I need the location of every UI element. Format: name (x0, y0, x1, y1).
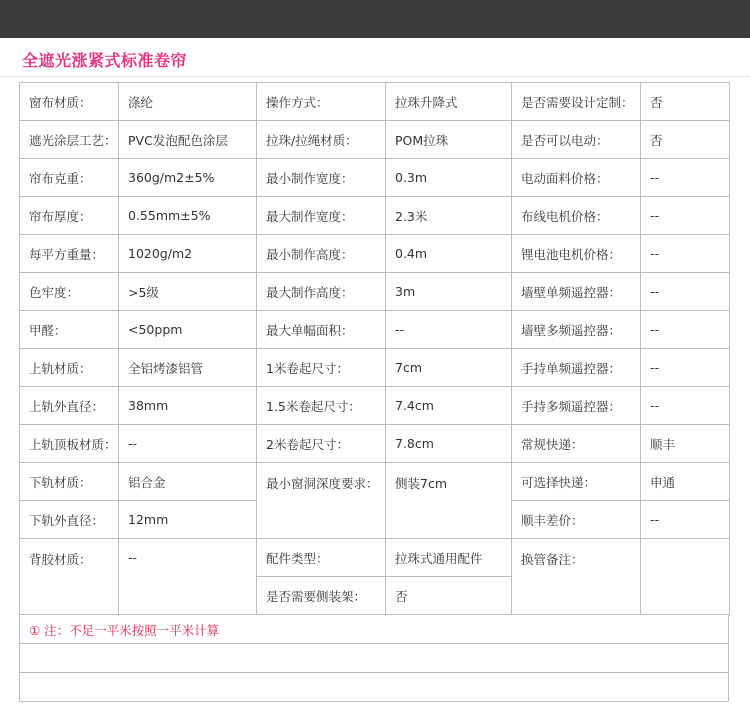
table-cell-label: 最大制作高度： (257, 273, 386, 311)
table-cell-value: POM拉珠 (386, 121, 512, 159)
table-cell-value: 7cm (386, 349, 512, 387)
table-cell-label: 可选择快递： (512, 463, 641, 501)
table-cell-value: 拉珠升降式 (386, 83, 512, 121)
table-cell-label: 1.5米卷起尺寸： (257, 387, 386, 425)
table-cell-label: 甲醛： (20, 311, 119, 349)
table-cell-label: 上轨顶板材质： (20, 425, 119, 463)
table-cell-value: -- (119, 539, 257, 615)
table-cell-label: 手持多频遥控器： (512, 387, 641, 425)
table-row (20, 197, 730, 235)
table-cell-value: 涤纶 (119, 83, 257, 121)
table-cell-value: 360g/m2±5% (119, 159, 257, 197)
table-cell-value: 0.3m (386, 159, 512, 197)
table-cell-label: 最小窗洞深度要求： (257, 463, 386, 539)
table-row (20, 463, 730, 501)
note-text: ① 注：不足一平米按照一平米计算 (29, 622, 220, 638)
table-cell-value: 拉珠式通用配件 (386, 539, 512, 577)
table-cell-value (641, 539, 730, 615)
table-row (20, 311, 730, 349)
table-cell-value: 0.55mm±5% (119, 197, 257, 235)
top-dark-bar (0, 0, 750, 38)
table-cell-label: 是否需要侧装架： (257, 577, 386, 615)
table-cell-label: 色牢度： (20, 273, 119, 311)
table-cell-value: 顺丰 (641, 425, 730, 463)
table-cell-label: 换管备注： (512, 539, 641, 615)
table-cell-label: 墙壁单频遥控器： (512, 273, 641, 311)
table-cell-label: 背胶材质： (20, 539, 119, 615)
table-row (20, 83, 730, 121)
table-cell-value: -- (641, 235, 730, 273)
table-cell-value: 申通 (641, 463, 730, 501)
table-cell-label: 下轨材质： (20, 463, 119, 501)
table-cell-label: 配件类型： (257, 539, 386, 577)
table-cell-value: 侧装7cm (386, 463, 512, 539)
table-cell-value: 否 (641, 83, 730, 121)
table-cell-value: 1020g/m2 (119, 235, 257, 273)
table-row (20, 273, 730, 311)
table-cell-value: -- (641, 501, 730, 539)
table-cell-label: 操作方式： (257, 83, 386, 121)
table-cell-value: >5级 (119, 273, 257, 311)
table-cell-label: 帘布厚度： (20, 197, 119, 235)
table-cell-label: 最大制作宽度： (257, 197, 386, 235)
table-cell-label: 常规快递： (512, 425, 641, 463)
table-row (20, 425, 730, 463)
table-cell-label: 2米卷起尺寸： (257, 425, 386, 463)
table-cell-value: 0.4m (386, 235, 512, 273)
table-cell-label: 窗布材质： (20, 83, 119, 121)
table-cell-label: 最小制作宽度： (257, 159, 386, 197)
table-cell-label: 墙壁多频遥控器： (512, 311, 641, 349)
table-cell-value: -- (641, 273, 730, 311)
table-cell-label: 布线电机价格： (512, 197, 641, 235)
title-divider (0, 76, 750, 77)
table-cell-label: 是否可以电动： (512, 121, 641, 159)
note-row (20, 673, 729, 702)
table-cell-label: 下轨外直径： (20, 501, 119, 539)
table-cell-label: 电动面料价格： (512, 159, 641, 197)
table-cell-label: 上轨材质： (20, 349, 119, 387)
table-cell-value: PVC发泡配色涂层 (119, 121, 257, 159)
notes-table (19, 614, 729, 702)
table-cell-value: -- (386, 311, 512, 349)
table-cell-label: 最小制作高度： (257, 235, 386, 273)
table-row (20, 349, 730, 387)
table-cell-label: 最大单幅面积： (257, 311, 386, 349)
table-cell-value: 7.8cm (386, 425, 512, 463)
table-cell-label: 上轨外直径： (20, 387, 119, 425)
table-cell-value: <50ppm (119, 311, 257, 349)
table-cell-value: -- (641, 311, 730, 349)
table-cell-value: 铝合金 (119, 463, 257, 501)
table-row (20, 539, 730, 577)
table-cell-value: 7.4cm (386, 387, 512, 425)
title-row (0, 38, 750, 76)
table-cell-value: 否 (386, 577, 512, 615)
page-title: 全遮光涨紧式标准卷帘 (22, 51, 188, 70)
note-row (20, 615, 729, 644)
table-cell-value: -- (641, 159, 730, 197)
table-cell-label: 顺丰差价： (512, 501, 641, 539)
table-cell-value: 全铝烤漆铝管 (119, 349, 257, 387)
table-cell-value: -- (641, 349, 730, 387)
note-cell-empty (20, 644, 729, 673)
table-cell-label: 手持单频遥控器： (512, 349, 641, 387)
note-cell-empty (20, 673, 729, 702)
table-cell-value: 38mm (119, 387, 257, 425)
table-cell-label: 1米卷起尺寸： (257, 349, 386, 387)
table-cell-value: 12mm (119, 501, 257, 539)
table-cell-value: 3m (386, 273, 512, 311)
table-cell-label: 拉珠/拉绳材质： (257, 121, 386, 159)
note-row (20, 644, 729, 673)
spec-table (19, 82, 730, 615)
table-row (20, 121, 730, 159)
table-row (20, 387, 730, 425)
table-cell-value: -- (641, 197, 730, 235)
table-cell-value: 否 (641, 121, 730, 159)
table-row (20, 235, 730, 273)
table-cell-label: 锂电池电机价格： (512, 235, 641, 273)
table-cell-label: 帘布克重： (20, 159, 119, 197)
table-row (20, 159, 730, 197)
note-cell (20, 615, 729, 644)
table-cell-label: 每平方重量： (20, 235, 119, 273)
table-cell-label: 遮光涂层工艺： (20, 121, 119, 159)
table-cell-value: 2.3米 (386, 197, 512, 235)
table-cell-value: -- (119, 425, 257, 463)
table-cell-label: 是否需要设计定制： (512, 83, 641, 121)
table-cell-value: -- (641, 387, 730, 425)
